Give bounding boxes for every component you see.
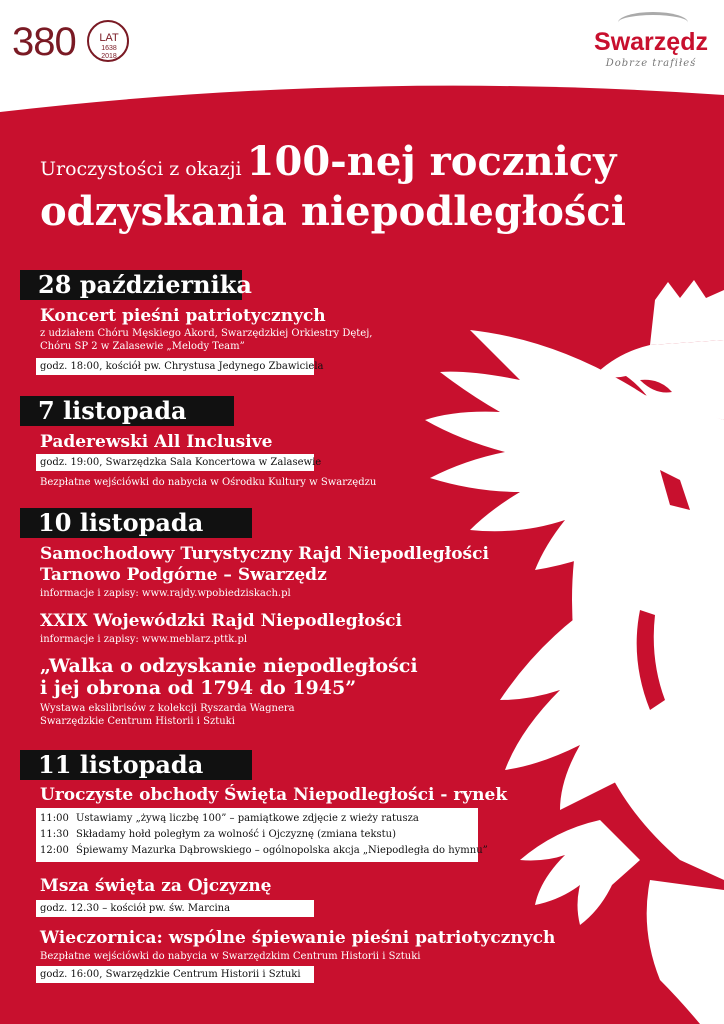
event-note: informacje i zapisy: www.meblarz.pttk.pl (40, 634, 248, 645)
anniversary-lat: LAT (99, 32, 119, 44)
title-intro: Uroczystości z okazji (40, 158, 242, 180)
date-bar: 28 października (20, 270, 242, 300)
event-title: Uroczyste obchody Święta Niepodległości - rynek (40, 785, 508, 805)
event-title: Wieczornica: wspólne śpiewanie pieśni patriotycznych (40, 928, 556, 948)
date-bar: 10 listopada (20, 508, 252, 538)
schedule-row (40, 843, 488, 859)
date-bar: 11 listopada (20, 750, 252, 780)
event-title: Paderewski All Inclusive (40, 432, 273, 452)
schedule-text: Składamy hołd poległym za wolność i Ojczyznę (zmiana tekstu) (76, 829, 397, 840)
event-details: Chóru SP 2 w Zalasewie „Melody Team” (40, 341, 245, 352)
event-info-box: godz. 16:00, Swarzędzkie Centrum Historii i Sztuki (36, 966, 314, 983)
page-title-line1 (40, 138, 616, 185)
schedule-text: Śpiewamy Mazurka Dąbrowskiego – ogólnopolska akcja „Niepodległa do hymnu” (76, 845, 488, 856)
date-bar: 7 listopada (20, 396, 234, 426)
event-info-box: godz. 19:00, Swarzędzka Sala Koncertowa w Zalasewie (36, 454, 314, 471)
event-title: Samochodowy Turystyczny Rajd Niepodległości (40, 544, 489, 564)
city-name: Swarzędz (594, 28, 708, 56)
schedule-box (36, 808, 488, 862)
event-title: i jej obrona od 1794 do 1945” (40, 677, 357, 699)
schedule-row (40, 827, 478, 843)
schedule-row (40, 811, 478, 827)
event-title: Koncert pieśni patriotycznych (40, 306, 326, 326)
event-details: Swarzędzkie Centrum Historii i Sztuki (40, 716, 235, 727)
city-tagline: Dobrze trafiłeś (605, 58, 697, 69)
schedule-time: 12:00 (40, 845, 69, 856)
event-note: informacje i zapisy: www.rajdy.wpobiedziskach.pl (40, 588, 291, 599)
schedule-time: 11:00 (40, 813, 69, 824)
event-note: Bezpłatne wejściówki do nabycia w Ośrodku Kultury w Swarzędzu (40, 477, 377, 488)
anniversary-logo (12, 16, 132, 64)
anniversary-year-start: 1638 (101, 45, 117, 52)
event-title: Tarnowo Podgórne – Swarzędz (40, 565, 327, 585)
schedule-text: Ustawiamy „żywą liczbę 100” – pamiątkowe zdjęcie z wieży ratusza (76, 813, 419, 824)
event-details: z udziałem Chóru Męskiego Akord, Swarzędzkiej Orkiestry Dętej, (40, 328, 373, 339)
event-note: Bezpłatne wejściówki do nabycia w Swarzędzkim Centrum Historii i Sztuki (40, 951, 421, 962)
event-info-box: godz. 12.30 – kościół pw. św. Marcina (36, 900, 314, 917)
event-info-box: godz. 18:00, kościół pw. Chrystusa Jedynego Zbawiciela (36, 358, 314, 375)
event-title: Msza święta za Ojczyznę (40, 876, 272, 896)
event-title: XXIX Wojewódzki Rajd Niepodległości (40, 611, 402, 631)
anniversary-number: 380 (12, 20, 76, 64)
city-logo (588, 12, 714, 70)
page-title-line2: odzyskania niepodległości (40, 188, 626, 235)
anniversary-years (91, 45, 127, 61)
anniversary-year-end: 2018 (101, 53, 117, 60)
event-details: Wystawa ekslibrisów z kolekcji Ryszarda Wagnera (40, 703, 295, 714)
event-title: „Walka o odzyskanie niepodległości (40, 655, 418, 677)
schedule-time: 11:30 (40, 829, 69, 840)
title-main: 100-nej rocznicy (246, 138, 617, 185)
